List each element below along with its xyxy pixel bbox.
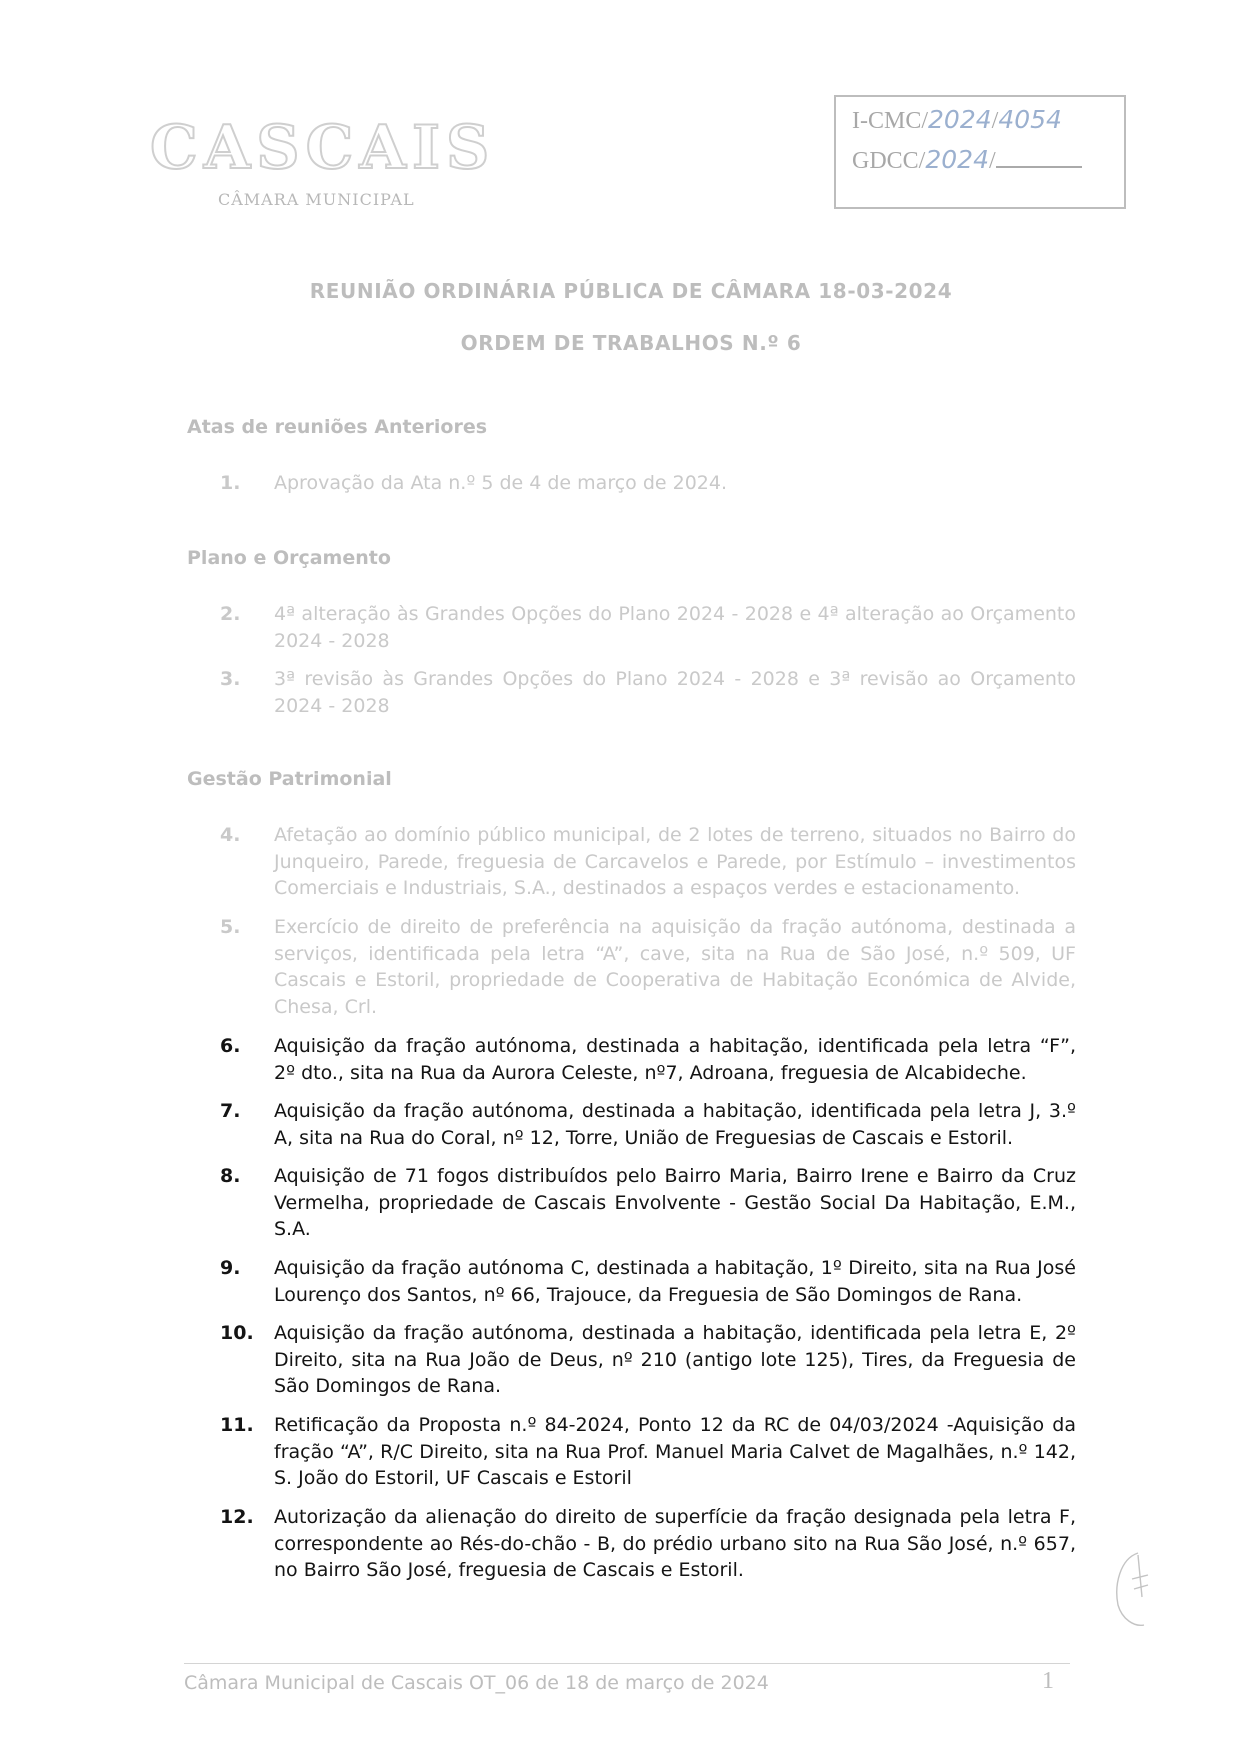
section-heading-atas: Atas de reuniões Anteriores [187, 416, 488, 438]
handwritten-year: 2024 [928, 105, 992, 134]
item-number: 3. [220, 668, 241, 690]
agenda-item [220, 1255, 1076, 1308]
page-number: 1 [1042, 1668, 1054, 1694]
item-text: 3ª revisão às Grandes Opções do Plano 2024 - 2028 e 3ª revisão ao Orçamento 2024 - 2028 [274, 668, 1076, 717]
item-number: 6. [220, 1035, 241, 1057]
item-text: Aquisição da fração autónoma, destinada a habitação, identificada pela letra E, 2º Direito, sita na Rua João de Deus, nº 210 (antigo lote 125), Tires, da Freguesia de São Domingos de Rana. [274, 1322, 1076, 1397]
logo-subtitle: CÂMARA MUNICIPAL [218, 190, 415, 209]
item-text: Aquisição da fração autónoma C, destinada a habitação, 1º Direito, sita na Rua José Lourenço dos Santos, nº 66, Trajouce, da Freguesia de São Domingos de Rana. [274, 1257, 1076, 1306]
item-number: 2. [220, 603, 241, 625]
section-heading-plano: Plano e Orçamento [187, 547, 391, 569]
item-number: 4. [220, 824, 241, 846]
agenda-item [220, 1504, 1076, 1584]
item-text: Afetação ao domínio público municipal, de 2 lotes de terreno, situados no Bairro do Junqueiro, Parede, freguesia de Carcavelos e Parede, por Estímulo – investimentos Comerciais e Industriais, S.A., destinados a espaços verdes e estacionamento. [274, 824, 1076, 899]
agenda-item [220, 822, 1076, 902]
item-number: 10. [220, 1322, 254, 1344]
logo-wordmark: CASCAIS [150, 113, 496, 183]
cascais-logo [150, 113, 496, 209]
item-text: Exercício de direito de preferência na aquisição da fração autónoma, destinada a serviços, identificada pela letra “A”, cave, sita na Rua de São José, n.º 509, UF Cascais e Estoril, propriedade de Cooperativa de Habitação Económica de Alvide, Chesa, Crl. [274, 916, 1076, 1018]
item-text: Retificação da Proposta n.º 84-2024, Ponto 12 da RC de 04/03/2024 -Aquisição da fração “A”, R/C Direito, sita na Rua Prof. Manuel Maria Calvet de Magalhães, n.º 142, S. João do Estoril, UF Cascais e Estoril [274, 1414, 1076, 1489]
item-number: 5. [220, 916, 241, 938]
handwritten-year: 2024 [925, 145, 989, 174]
agenda-item [220, 470, 1076, 497]
stamp-line-gdcc: GDCC/2024/ [852, 145, 1082, 175]
item-text: 4ª alteração às Grandes Opções do Plano 2024 - 2028 e 4ª alteração ao Orçamento 2024 - 2028 [274, 603, 1076, 652]
agenda-title: ORDEM DE TRABALHOS N.º 6 [460, 331, 802, 355]
agenda-item [220, 666, 1076, 719]
footer-text: Câmara Municipal de Cascais OT_06 de 18 de março de 2024 [184, 1672, 769, 1694]
agenda-item [220, 914, 1076, 1020]
item-number: 1. [220, 472, 241, 494]
item-number: 7. [220, 1100, 241, 1122]
item-number: 8. [220, 1165, 241, 1187]
item-number: 12. [220, 1506, 254, 1528]
agenda-item [220, 1412, 1076, 1492]
agenda-item [220, 1163, 1076, 1243]
registration-stamp [834, 95, 1126, 209]
blank-line [996, 152, 1082, 168]
item-number: 11. [220, 1414, 254, 1436]
stamp-line-icmc: I-CMC/2024/4054 [852, 105, 1062, 134]
section-heading-gestao: Gestão Patrimonial [187, 768, 392, 790]
agenda-item [220, 601, 1076, 654]
item-text: Aquisição da fração autónoma, destinada a habitação, identificada pela letra J, 3.º A, sita na Rua do Coral, nº 12, Torre, União de Freguesias de Cascais e Estoril. [274, 1100, 1076, 1149]
agenda-item [220, 1320, 1076, 1400]
handwritten-initials [1108, 1545, 1154, 1631]
item-text: Aprovação da Ata n.º 5 de 4 de março de 2024. [274, 472, 728, 494]
footer-divider [184, 1663, 1070, 1664]
agenda-item [220, 1033, 1076, 1086]
item-text: Aquisição da fração autónoma, destinada a habitação, identificada pela letra “F”, 2º dto., sita na Rua da Aurora Celeste, nº7, Adroana, freguesia de Alcabideche. [274, 1035, 1076, 1084]
meeting-title: REUNIÃO ORDINÁRIA PÚBLICA DE CÂMARA 18-03-2024 [309, 279, 953, 303]
item-text: Aquisição de 71 fogos distribuídos pelo Bairro Maria, Bairro Irene e Bairro da Cruz Vermelha, propriedade de Cascais Envolvente - Gestão Social Da Habitação, E.M., S.A. [274, 1165, 1076, 1240]
agenda-item [220, 1098, 1076, 1151]
item-number: 9. [220, 1257, 241, 1279]
handwritten-number: 4054 [998, 105, 1062, 134]
item-text: Autorização da alienação do direito de superfície da fração designada pela letra F, correspondente ao Rés-do-chão - B, do prédio urbano sito na Rua São José, n.º 657, no Bairro São José, freguesia de Cascais e Estoril. [274, 1506, 1076, 1581]
